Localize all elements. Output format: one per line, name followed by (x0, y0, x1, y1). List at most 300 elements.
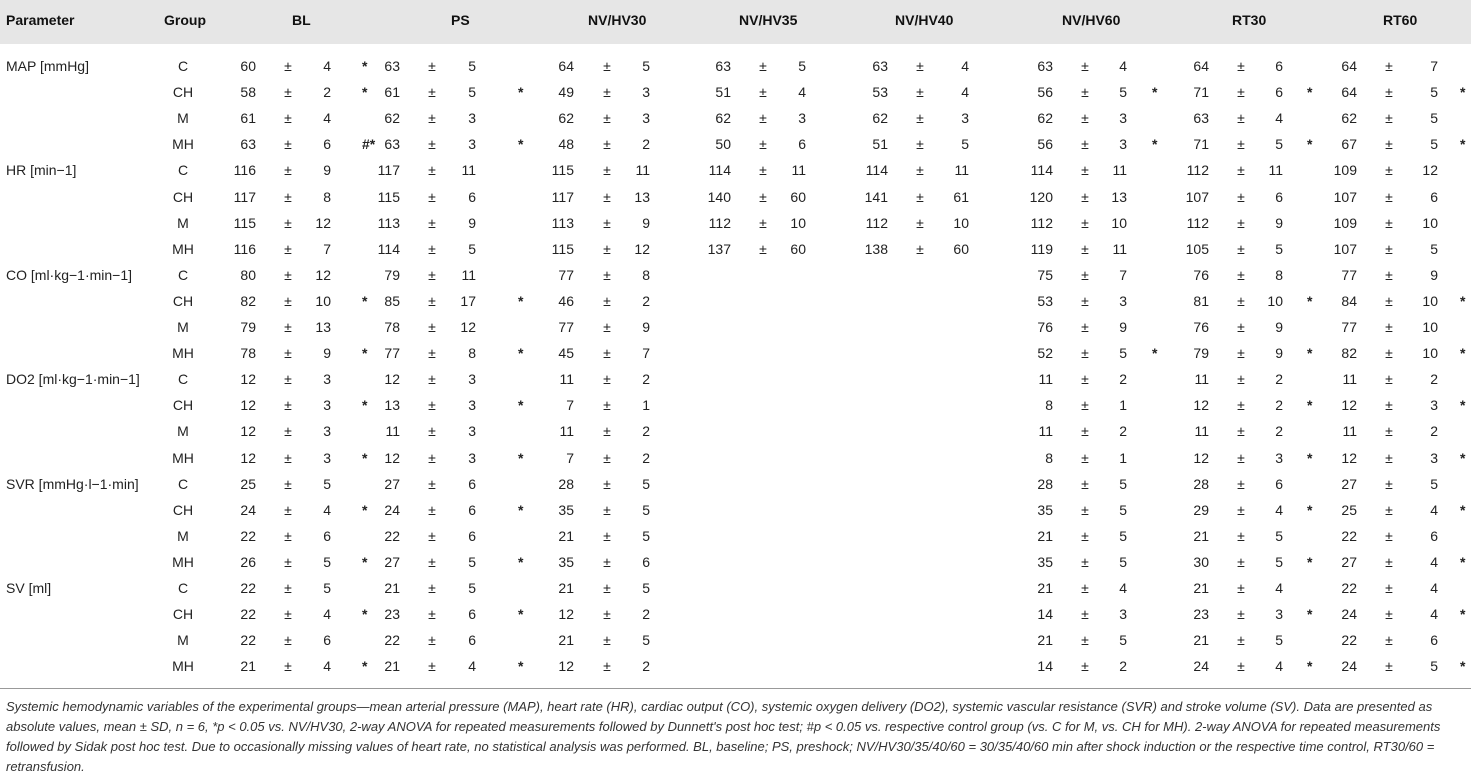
mean-value: 12 (240, 371, 256, 388)
plus-minus-sign: ± (428, 214, 436, 231)
mean-value: 35 (1037, 501, 1053, 518)
significance-marker: * (518, 345, 524, 362)
mean-value: 112 (1186, 214, 1209, 231)
sd-value: 60 (953, 240, 969, 257)
mean-value: 115 (233, 214, 256, 231)
plus-minus-sign: ± (1385, 580, 1393, 596)
mean-value: 22 (240, 527, 256, 544)
plus-minus-sign: ± (1237, 162, 1245, 179)
plus-minus-sign: ± (1081, 553, 1089, 570)
mean-value: 116 (233, 162, 256, 179)
parameter-label: SV [ml] (6, 580, 52, 596)
sd-value: 5 (1275, 240, 1283, 257)
sd-value: 8 (468, 345, 476, 362)
sd-value: 9 (323, 162, 331, 179)
mean-value: 51 (715, 84, 731, 101)
sd-value: 6 (323, 527, 331, 544)
plus-minus-sign: ± (603, 632, 611, 649)
mean-value: 115 (551, 162, 574, 179)
plus-minus-sign: ± (428, 501, 436, 518)
mean-value: 137 (707, 240, 731, 257)
plus-minus-sign: ± (759, 188, 767, 205)
sd-value: 3 (642, 110, 650, 127)
table-row (0, 629, 1471, 654)
sd-value: 5 (1430, 136, 1438, 153)
sd-value: 6 (323, 136, 331, 153)
group-label: MH (172, 136, 194, 153)
mean-value: 22 (240, 606, 256, 623)
mean-value: 21 (1037, 527, 1053, 544)
mean-value: 12 (384, 449, 400, 466)
plus-minus-sign: ± (1237, 397, 1245, 414)
plus-minus-sign: ± (428, 345, 436, 362)
sd-value: 11 (1112, 240, 1127, 257)
sd-value: 13 (1111, 188, 1127, 205)
sd-value: 2 (642, 606, 650, 623)
header-bl: BL (292, 12, 311, 28)
plus-minus-sign: ± (603, 475, 611, 492)
plus-minus-sign: ± (1237, 449, 1245, 466)
plus-minus-sign: ± (603, 397, 611, 414)
plus-minus-sign: ± (428, 319, 436, 335)
plus-minus-sign: ± (1385, 162, 1393, 179)
sd-value: 6 (468, 632, 476, 649)
significance-marker: * (1307, 449, 1313, 466)
mean-value: 23 (384, 606, 400, 623)
header-nvhv35: NV/HV35 (739, 12, 798, 28)
table-row (0, 133, 1471, 158)
mean-value: 75 (1037, 266, 1053, 283)
mean-value: 112 (1186, 162, 1209, 179)
mean-value: 64 (1193, 58, 1209, 74)
mean-value: 77 (384, 345, 400, 362)
plus-minus-sign: ± (1385, 553, 1393, 570)
plus-minus-sign: ± (1385, 240, 1393, 257)
significance-marker: * (362, 58, 368, 74)
sd-value: 10 (315, 292, 331, 309)
header-rt30: RT30 (1232, 12, 1267, 28)
sd-value: 8 (323, 188, 331, 205)
mean-value: 85 (384, 292, 400, 309)
mean-value: 109 (1333, 214, 1357, 231)
plus-minus-sign: ± (759, 110, 767, 127)
plus-minus-sign: ± (1081, 632, 1089, 649)
plus-minus-sign: ± (1081, 319, 1089, 335)
group-label: C (177, 162, 189, 179)
sd-value: 6 (1275, 188, 1283, 205)
mean-value: 50 (715, 136, 731, 153)
plus-minus-sign: ± (1385, 110, 1393, 127)
sd-value: 4 (323, 658, 331, 675)
significance-marker: * (362, 449, 368, 466)
plus-minus-sign: ± (1081, 580, 1089, 596)
plus-minus-sign: ± (284, 632, 292, 649)
plus-minus-sign: ± (428, 475, 436, 492)
sd-value: 5 (1119, 475, 1127, 492)
sd-value: 5 (1119, 553, 1127, 570)
plus-minus-sign: ± (603, 345, 611, 362)
mean-value: 30 (1193, 553, 1209, 570)
mean-value: 35 (1037, 553, 1053, 570)
mean-value: 79 (240, 319, 256, 335)
plus-minus-sign: ± (1385, 319, 1393, 335)
plus-minus-sign: ± (1237, 553, 1245, 570)
mean-value: 11 (559, 371, 574, 388)
plus-minus-sign: ± (1385, 292, 1393, 309)
table-row (0, 603, 1471, 628)
table-bottom-rule (0, 688, 1471, 689)
plus-minus-sign: ± (428, 58, 436, 74)
plus-minus-sign: ± (759, 162, 767, 179)
mean-value: 22 (1341, 527, 1357, 544)
plus-minus-sign: ± (1081, 110, 1089, 127)
sd-value: 6 (1275, 58, 1283, 74)
plus-minus-sign: ± (916, 188, 924, 205)
mean-value: 77 (1341, 266, 1357, 283)
mean-value: 112 (708, 214, 731, 231)
sd-value: 5 (323, 475, 331, 492)
sd-value: 4 (961, 58, 969, 74)
mean-value: 21 (1037, 632, 1053, 649)
sd-value: 6 (798, 136, 806, 153)
significance-marker: * (1152, 84, 1158, 101)
plus-minus-sign: ± (1081, 345, 1089, 362)
plus-minus-sign: ± (284, 214, 292, 231)
sd-value: 11 (461, 266, 476, 283)
mean-value: 63 (715, 58, 731, 74)
plus-minus-sign: ± (916, 214, 924, 231)
sd-value: 5 (798, 58, 806, 74)
plus-minus-sign: ± (603, 110, 611, 127)
plus-minus-sign: ± (1081, 371, 1089, 388)
sd-value: 5 (468, 580, 476, 596)
plus-minus-sign: ± (759, 136, 767, 153)
mean-value: 12 (1341, 449, 1357, 466)
mean-value: 23 (1193, 606, 1209, 623)
plus-minus-sign: ± (1081, 449, 1089, 466)
mean-value: 77 (1341, 319, 1357, 335)
sd-value: 9 (468, 214, 476, 231)
mean-value: 21 (384, 580, 400, 596)
mean-value: 27 (1341, 475, 1357, 492)
sd-value: 7 (642, 345, 650, 362)
mean-value: 62 (872, 110, 888, 127)
sd-value: 5 (468, 84, 476, 101)
mean-value: 12 (384, 371, 400, 388)
sd-value: 4 (323, 110, 331, 127)
plus-minus-sign: ± (428, 84, 436, 101)
plus-minus-sign: ± (1385, 658, 1393, 675)
sd-value: 2 (1430, 423, 1438, 440)
mean-value: 112 (1030, 214, 1053, 231)
plus-minus-sign: ± (1081, 214, 1089, 231)
sd-value: 6 (1275, 84, 1283, 101)
mean-value: 117 (551, 188, 574, 205)
mean-value: 8 (1045, 397, 1053, 414)
mean-value: 63 (1193, 110, 1209, 127)
group-label: M (177, 214, 189, 231)
sd-value: 3 (468, 449, 476, 466)
table-row (0, 655, 1471, 680)
mean-value: 63 (384, 58, 400, 74)
plus-minus-sign: ± (916, 58, 924, 74)
sd-value: 4 (1430, 501, 1438, 518)
mean-value: 25 (1341, 501, 1357, 518)
sd-value: 11 (791, 162, 806, 179)
plus-minus-sign: ± (1081, 501, 1089, 518)
mean-value: 81 (1193, 292, 1209, 309)
plus-minus-sign: ± (428, 449, 436, 466)
plus-minus-sign: ± (1081, 423, 1089, 440)
plus-minus-sign: ± (284, 449, 292, 466)
plus-minus-sign: ± (759, 58, 767, 74)
sd-value: 9 (1430, 266, 1438, 283)
significance-marker: * (1307, 345, 1313, 362)
sd-value: 2 (1275, 371, 1283, 388)
mean-value: 28 (1037, 475, 1053, 492)
table-row (0, 316, 1471, 341)
plus-minus-sign: ± (428, 658, 436, 675)
mean-value: 114 (865, 162, 888, 179)
plus-minus-sign: ± (284, 240, 292, 257)
group-label: M (177, 110, 189, 127)
mean-value: 115 (551, 240, 574, 257)
mean-value: 76 (1037, 319, 1053, 335)
plus-minus-sign: ± (603, 553, 611, 570)
sd-value: 6 (642, 553, 650, 570)
sd-value: 1 (1119, 449, 1127, 466)
table-row (0, 212, 1471, 237)
group-label: MH (172, 240, 194, 257)
table-row (0, 290, 1471, 315)
sd-value: 3 (323, 423, 331, 440)
sd-value: 5 (468, 553, 476, 570)
sd-value: 7 (1119, 266, 1127, 283)
sd-value: 5 (1430, 658, 1438, 675)
significance-marker: * (518, 449, 524, 466)
plus-minus-sign: ± (1385, 449, 1393, 466)
sd-value: 2 (1119, 658, 1127, 675)
header-nvhv60: NV/HV60 (1062, 12, 1121, 28)
significance-marker: * (1307, 136, 1313, 153)
plus-minus-sign: ± (1385, 397, 1393, 414)
mean-value: 12 (558, 606, 574, 623)
sd-value: 2 (1430, 371, 1438, 388)
sd-value: 4 (1275, 580, 1283, 596)
plus-minus-sign: ± (603, 162, 611, 179)
sd-value: 5 (1275, 527, 1283, 544)
plus-minus-sign: ± (1081, 84, 1089, 101)
significance-marker: * (518, 658, 524, 675)
significance-marker: * (1152, 136, 1158, 153)
sd-value: 9 (642, 214, 650, 231)
sd-value: 3 (1119, 136, 1127, 153)
header-parameter: Parameter (6, 12, 75, 28)
table-row (0, 525, 1471, 550)
group-label: M (177, 423, 189, 440)
plus-minus-sign: ± (284, 110, 292, 127)
plus-minus-sign: ± (1081, 188, 1089, 205)
sd-value: 9 (323, 345, 331, 362)
parameter-label: MAP [mmHg] (6, 58, 89, 74)
mean-value: 52 (1037, 345, 1053, 362)
significance-marker: * (362, 345, 368, 362)
sd-value: 2 (1119, 423, 1127, 440)
sd-value: 10 (953, 214, 969, 231)
plus-minus-sign: ± (1385, 345, 1393, 362)
sd-value: 4 (1275, 501, 1283, 518)
mean-value: 58 (240, 84, 256, 101)
mean-value: 63 (872, 58, 888, 74)
plus-minus-sign: ± (603, 449, 611, 466)
sd-value: 4 (1430, 580, 1438, 596)
mean-value: 27 (1341, 553, 1357, 570)
plus-minus-sign: ± (1237, 501, 1245, 518)
mean-value: 35 (558, 553, 574, 570)
plus-minus-sign: ± (1237, 658, 1245, 675)
table-row (0, 107, 1471, 132)
mean-value: 62 (384, 110, 400, 127)
sd-value: 8 (642, 266, 650, 283)
mean-value: 24 (1193, 658, 1209, 675)
plus-minus-sign: ± (1081, 240, 1089, 257)
group-label: C (177, 371, 189, 388)
plus-minus-sign: ± (284, 84, 292, 101)
parameter-label: CO [ml·kg−1·min−1] (6, 266, 133, 283)
sd-value: 2 (642, 371, 650, 388)
significance-marker: * (518, 501, 524, 518)
significance-marker: #* (362, 136, 376, 153)
sd-value: 5 (1430, 240, 1438, 257)
mean-value: 61 (384, 84, 400, 101)
table-row (0, 186, 1471, 211)
sd-value: 10 (1267, 292, 1283, 309)
sd-value: 2 (642, 658, 650, 675)
plus-minus-sign: ± (1385, 501, 1393, 518)
plus-minus-sign: ± (603, 423, 611, 440)
significance-marker: * (518, 553, 524, 570)
table-row (0, 81, 1471, 106)
sd-value: 5 (642, 58, 650, 74)
sd-value: 4 (323, 501, 331, 518)
header-nvhv40: NV/HV40 (895, 12, 954, 28)
plus-minus-sign: ± (603, 136, 611, 153)
mean-value: 64 (1341, 58, 1357, 74)
mean-value: 21 (558, 580, 574, 596)
parameter-label: SVR [mmHg·l−1·min] (6, 475, 139, 492)
sd-value: 2 (1275, 397, 1283, 414)
sd-value: 5 (323, 580, 331, 596)
group-label: CH (172, 292, 194, 309)
plus-minus-sign: ± (284, 580, 292, 596)
sd-value: 5 (642, 501, 650, 518)
sd-value: 3 (468, 371, 476, 388)
sd-value: 2 (642, 423, 650, 440)
plus-minus-sign: ± (916, 84, 924, 101)
mean-value: 61 (240, 110, 256, 127)
sd-value: 5 (642, 632, 650, 649)
mean-value: 117 (233, 188, 256, 205)
mean-value: 71 (1193, 84, 1209, 101)
plus-minus-sign: ± (428, 553, 436, 570)
plus-minus-sign: ± (428, 371, 436, 388)
significance-marker: * (518, 84, 524, 101)
group-label: MH (172, 658, 194, 675)
sd-value: 9 (1275, 345, 1283, 362)
plus-minus-sign: ± (1237, 423, 1245, 440)
plus-minus-sign: ± (1081, 475, 1089, 492)
plus-minus-sign: ± (284, 475, 292, 492)
mean-value: 140 (707, 188, 731, 205)
plus-minus-sign: ± (284, 658, 292, 675)
significance-marker: * (1460, 449, 1466, 466)
mean-value: 107 (1333, 240, 1357, 257)
plus-minus-sign: ± (1237, 188, 1245, 205)
sd-value: 9 (1275, 319, 1283, 335)
mean-value: 62 (1037, 110, 1053, 127)
sd-value: 6 (1275, 475, 1283, 492)
mean-value: 113 (551, 214, 574, 231)
mean-value: 71 (1193, 136, 1209, 153)
mean-value: 114 (377, 240, 400, 257)
plus-minus-sign: ± (1081, 266, 1089, 283)
plus-minus-sign: ± (603, 266, 611, 283)
header-ps: PS (451, 12, 470, 28)
mean-value: 76 (1193, 319, 1209, 335)
sd-value: 60 (790, 240, 806, 257)
mean-value: 56 (1037, 84, 1053, 101)
plus-minus-sign: ± (603, 240, 611, 257)
sd-value: 2 (1119, 371, 1127, 388)
mean-value: 21 (1037, 580, 1053, 596)
sd-value: 5 (1275, 632, 1283, 649)
plus-minus-sign: ± (1081, 397, 1089, 414)
mean-value: 62 (715, 110, 731, 127)
sd-value: 6 (468, 475, 476, 492)
sd-value: 3 (468, 423, 476, 440)
plus-minus-sign: ± (759, 214, 767, 231)
significance-marker: * (1307, 501, 1313, 518)
mean-value: 22 (240, 632, 256, 649)
parameter-label: HR [min−1] (6, 162, 77, 179)
sd-value: 5 (642, 527, 650, 544)
plus-minus-sign: ± (1385, 475, 1393, 492)
sd-value: 1 (1119, 397, 1127, 414)
significance-marker: * (1307, 606, 1313, 623)
mean-value: 11 (559, 423, 574, 440)
header-rt60: RT60 (1383, 12, 1418, 28)
sd-value: 3 (798, 110, 806, 127)
significance-marker: * (1460, 397, 1466, 414)
group-label: MH (172, 553, 194, 570)
plus-minus-sign: ± (603, 501, 611, 518)
mean-value: 21 (558, 632, 574, 649)
group-label: M (177, 319, 189, 335)
mean-value: 11 (1194, 371, 1209, 388)
significance-marker: * (1460, 658, 1466, 675)
mean-value: 114 (708, 162, 731, 179)
sd-value: 11 (461, 162, 476, 179)
mean-value: 7 (566, 397, 574, 414)
mean-value: 114 (1030, 162, 1053, 179)
group-label: C (177, 58, 189, 74)
significance-marker: * (1307, 84, 1313, 101)
plus-minus-sign: ± (1237, 110, 1245, 127)
significance-marker: * (1307, 658, 1313, 675)
sd-value: 12 (460, 319, 476, 335)
sd-value: 3 (323, 371, 331, 388)
sd-value: 2 (323, 84, 331, 101)
